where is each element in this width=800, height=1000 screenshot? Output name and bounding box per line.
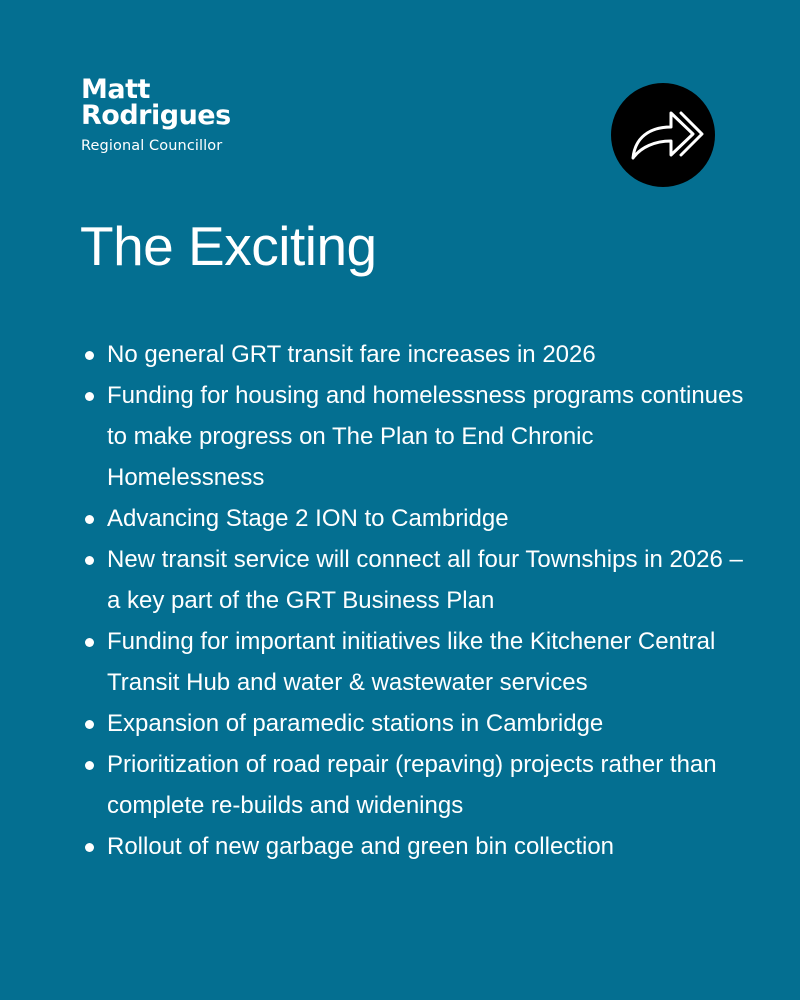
- page-title: The Exciting: [80, 215, 377, 277]
- brand-name-last: Rodrigues: [81, 100, 231, 131]
- share-button[interactable]: [611, 83, 715, 187]
- list-item: Funding for important initiatives like the Kitchener Central Transit Hub and water & wastewater services: [107, 621, 757, 703]
- list-item: Rollout of new garbage and green bin collection: [107, 826, 757, 867]
- list-item: Prioritization of road repair (repaving) projects rather than complete re-builds and widenings: [107, 744, 757, 826]
- list-item: Funding for housing and homelessness programs continues to make progress on The Plan to End Chronic Homelessness: [107, 375, 757, 498]
- list-item: New transit service will connect all four Townships in 2026 – a key part of the GRT Business Plan: [107, 539, 757, 621]
- brand-logo: [81, 74, 231, 155]
- brand-name-first: Matt: [81, 74, 150, 105]
- list-item: Advancing Stage 2 ION to Cambridge: [107, 498, 757, 539]
- list-item: No general GRT transit fare increases in 2026: [107, 334, 757, 375]
- highlights-list: [107, 334, 757, 867]
- brand-role: Regional Councillor: [81, 138, 223, 154]
- list-item: Expansion of paramedic stations in Cambridge: [107, 703, 757, 744]
- share-forward-icon: [621, 103, 705, 167]
